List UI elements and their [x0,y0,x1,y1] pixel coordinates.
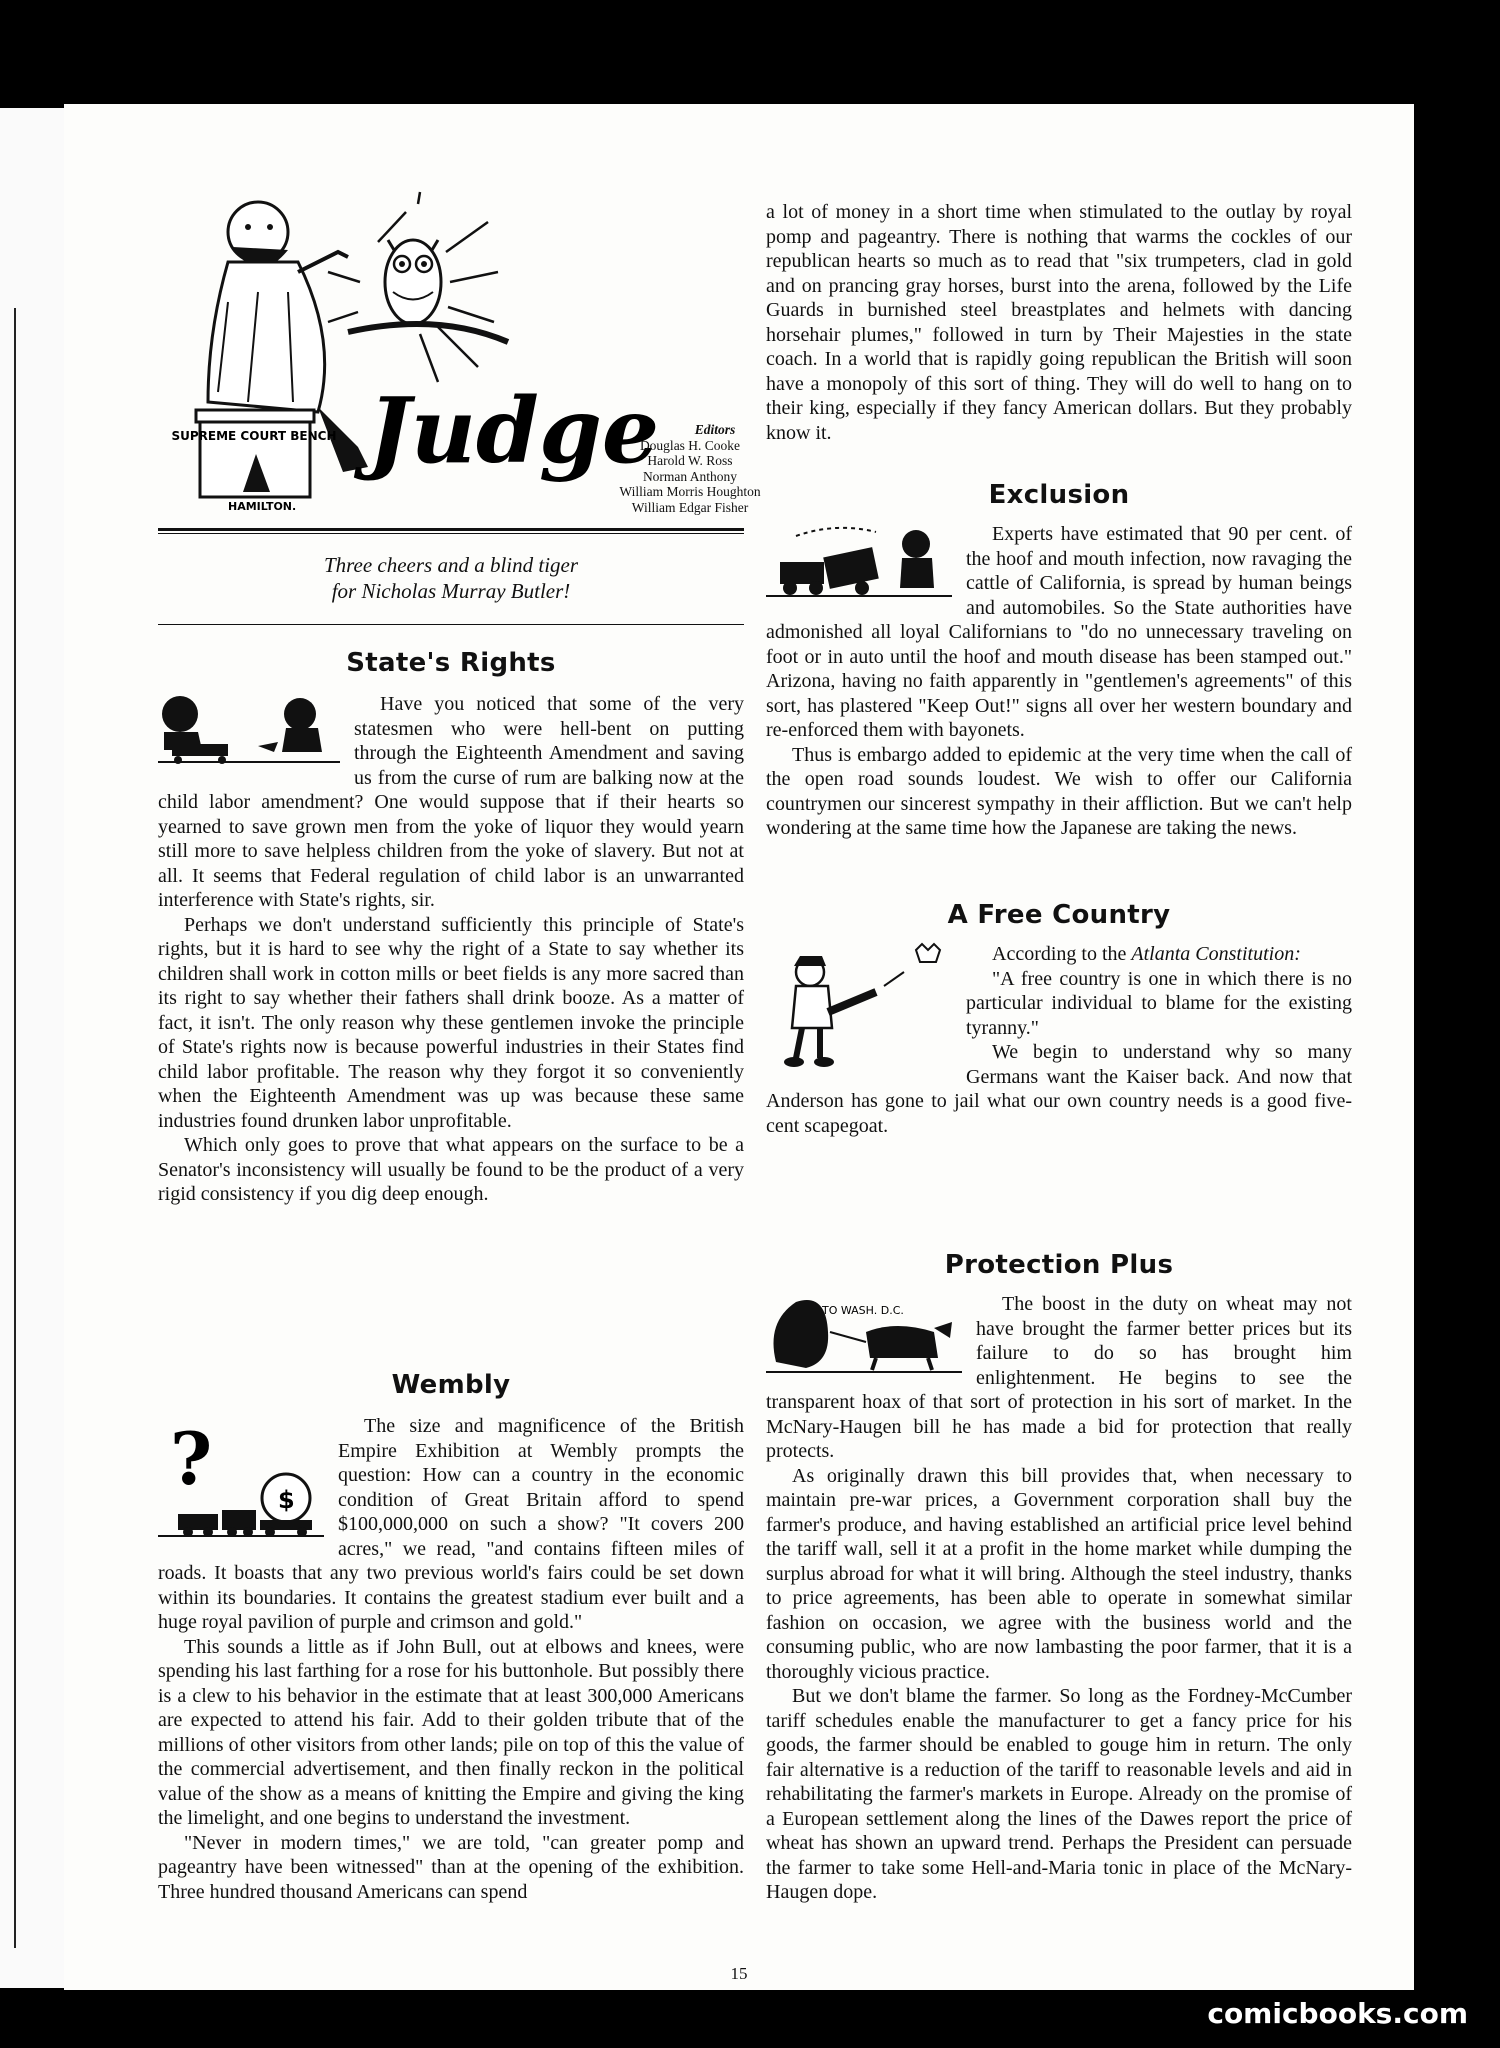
magazine-page [64,104,1414,1990]
article-free-country [766,900,1352,1138]
article-states-rights [158,648,744,1207]
article-paragraph: "Never in modern times," we are told, "can greater pomp and pageantry have been witnessed" than at the opening of the exhibition. Three hundred thousand Americans can spend [158,1831,744,1903]
states-rights-cartoon [158,692,340,764]
watermark: comicbooks.com [1207,1997,1468,2030]
article-paragraph: Which only goes to prove that what appears on the surface to be a Senator's inconsistency will usually be found to be the product of a very rigid consistency if you dig deep enough. [158,1134,744,1205]
question-mark-icon: ? [170,1416,213,1501]
article-title: A Free Country [947,900,1171,930]
page-number: 15 [730,1964,748,1983]
article-title: State's Rights [346,648,556,678]
article-title: Protection Plus [944,1250,1174,1280]
previous-page-edge [0,108,64,1988]
intro-text: According to the [992,943,1127,965]
article-paragraph: "A free country is one in which there is no particular individual to blame for the existing tyranny." [966,967,1352,1039]
tagline-rule [158,624,744,625]
article-title: Wembly [391,1370,511,1400]
owl-icon [385,240,441,324]
bench-stool [172,410,337,497]
editor-name: Douglas H. Cooke [639,437,741,453]
article-paragraph: Perhaps we don't understand sufficiently this principle of State's rights, but it is hard to see why the right of a State to say whether its children shall work in cotton mills or beet fields is any more sacred than its right to say whether their fathers shall drink booze. As a matter of fact, it isn't. The only reason why these gentlemen invoke the principle of State's rights now is because powerful industries in their States find child labor profitable. The reason why they forgot it so conveniently when the Eighteenth Amendment was up was because these same industries found drunken labor unprofitable. [158,913,744,1132]
judge-logo: Judge [368,378,660,484]
article-paragraph: We begin to understand why so many Germans want the Kaiser back. And now that Anderson has gone to jail what our own country needs is a good five-cent scapegoat. [766,1041,1352,1137]
editor-name: Harold W. Ross [647,453,733,468]
tagline-line: for Nicholas Murray Butler! [331,579,571,603]
article-paragraph: Experts have estimated that 90 per cent. of the hoof and mouth infection, now ravaging the cattle of California, is spread by human beings and automobiles. So the State authorities have admonished all loyal Californians to "do no unnecessary traveling on foot or in auto until the hoof and mouth disease has been stamped out." Arizona, having no faith apparently in "gentlemen's agreements" of this sort, has plastered "Keep Out!" signs all over her western boundary and re-enforced them with bayonets. [766,523,1352,741]
article-paragraph: But we don't blame the farmer. So long as the Fordney-McCumber tariff schedules enable the manufacturer to get a fancy price for his goods, the farmer should be enabled to gouge him in return. The only fair alternative is a reduction of the tariff to reasonable levels and aid in rehabilitating the farmer's markets in Europe. Already on the promise of a European settlement along the lines of the Dawes report the price of wheat has shown an upward trend. Perhaps the President can persuade the farmer to take some Hell-and-Maria tonic in place of the McNary-Haugen dope. [766,1685,1352,1903]
article-protection-plus [766,1250,1352,1905]
previous-page-rule [0,308,16,1948]
editor-name: Norman Anthony [642,468,738,484]
source-name: Atlanta Constitution: [1131,943,1301,965]
free-country-cartoon [766,942,952,1072]
crown-icon [916,944,940,962]
masthead-rule [158,528,744,534]
tagline-line: Three cheers and a blind tiger [323,553,579,577]
bench-label: SUPREME COURT BENCH [171,429,337,443]
wembly-continuation [766,200,1352,445]
cartoon-label: TO WASH. D.C. [822,1304,904,1317]
article-exclusion [766,480,1352,841]
article-paragraph: The boost in the duty on wheat may not have brought the farmer better prices but its failure to do so has brought him enlightenment. He begins to see the transparent hoax of that sort of protection in his sort of market. In the McNary-Haugen bill he has made a bid for protection that really protects. [766,1293,1352,1462]
article-paragraph: Have you noticed that some of the very statesmen who were hell-bent on putting through the Eighteenth Amendment and saving us from the curse of rum are balking now at the child labor amendment? One would suppose that if their hearts so yearned to save grown men from the yoke of liquor they would yearn still more to save helpless children from the yoke of slavery. But not at all. It seems that Federal regulation of child labor is an unwarranted interference with State's rights, sir. [158,693,744,911]
masthead-cartoon [171,192,660,522]
tagline [158,552,744,604]
editors-title: Editors [694,422,736,437]
article-paragraph: The size and magnificence of the British Empire Exhibition at Wembly prompts the question: How can a country in the economic condition of Great Britain afford to spend $100,000,000 on such a show? "It covers 200 acres," we read, "and contains fifteen miles of roads. It boasts that any two previous world's fairs could be set down within its boundaries. It contains the greatest stadium ever built and a huge royal pavilion of purple and crimson and gold." [158,1415,744,1633]
wembly-cartoon [158,1414,324,1538]
artist-signature: HAMILTON. [228,500,297,513]
exclusion-cartoon [766,522,952,600]
editors-list [590,422,790,515]
article-paragraph: This sounds a little as if John Bull, out at elbows and knees, were spending his last farthing for a rose for his buttonhole. But possibly there is a clew to his behavior in the estimate that at least 300,000 Americans are expected to attend his fair. Add to their golden tribute that of the millions of other visitors from other lands; pile on top of this the value of the commercial advertisement, and then finally reckon in the political value of the show as a means of knitting the Empire and giving the king the limelight, and one begins to understand the investment. [158,1635,744,1829]
article-title: Exclusion [988,480,1130,510]
article-paragraph: a lot of money in a short time when stimulated to the outlay by royal pomp and pageantry. There is nothing that warms the cockles of our republican hearts so much as to read that "six trumpeters, clad in gold and on prancing gray horses, burst into the arena, followed by the Life Guards in burnished steel breastplates and helmets with dancing horsehair plumes," followed in turn by Their Majesties in the state coach. In a world that is rapidly going republican the British will soon have a monopoly of this sort of thing. They will do well to hang on to their king, especially if they fancy American dollars. But they probably know it. [766,201,1352,444]
article-wembly [158,1370,744,1904]
editor-name: William Edgar Fisher [631,499,749,515]
protection-plus-cartoon [766,1292,962,1374]
editor-name: William Morris Houghton [619,484,761,499]
svg-text:$: $ [278,1486,295,1514]
article-paragraph: As originally drawn this bill provides that, when necessary to maintain pre-war prices, a Government corporation shall buy the farmer's produce, and having established an artificial price level behind the tariff wall, sell it at a profit in the home market while dumping the surplus abroad for what it will bring. Although the steel industry, thanks to price agreements, has been able to operate in somewhat similar fashion on occasion, we agree with the business world and the consuming public, who are now lambasting the poor farmer, that it is a thoroughly vicious practice. [766,1464,1352,1683]
article-paragraph: Thus is embargo added to epidemic at the very time when the call of the open road sounds loudest. We wish to offer our California countrymen our sincerest sympathy in their affliction. But we can't help wondering at the same time how the Japanese are taking the news. [766,743,1352,839]
